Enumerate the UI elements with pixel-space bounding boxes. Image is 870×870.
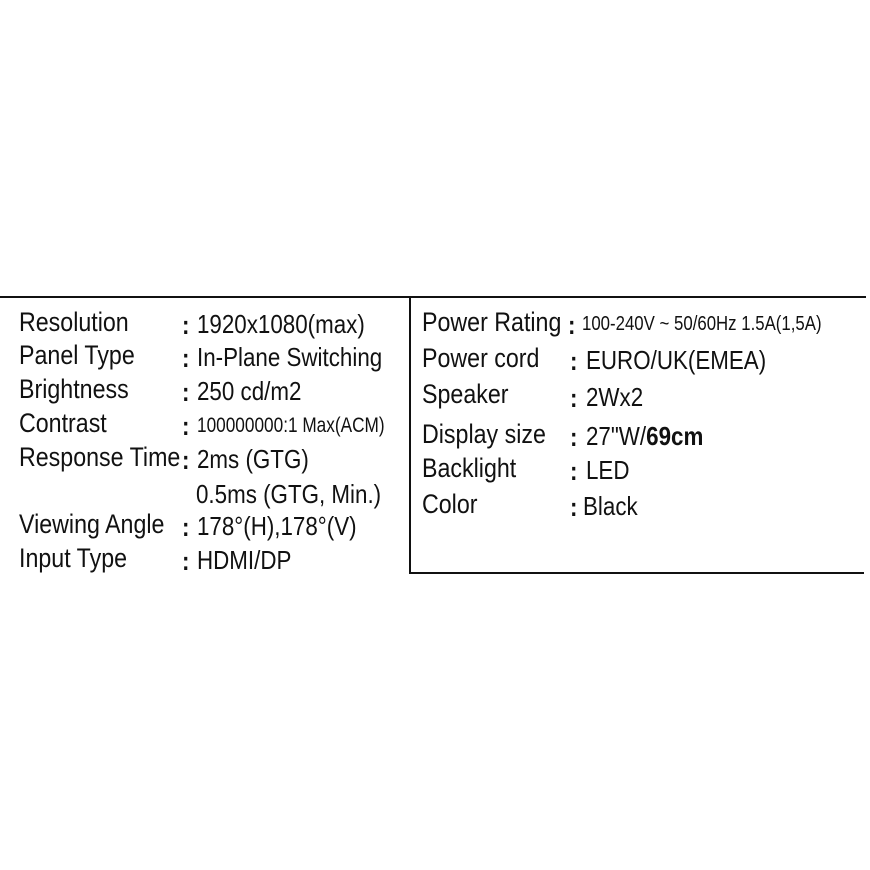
separator: :: [570, 422, 578, 452]
separator: :: [570, 346, 578, 376]
separator: :: [570, 456, 578, 486]
spec-value-backlight: LED: [586, 455, 630, 485]
spec-value-response-time: 2ms (GTG): [197, 444, 309, 474]
spec-label-backlight: Backlight: [422, 453, 517, 483]
separator: :: [182, 377, 190, 407]
spec-label-brightness: Brightness: [19, 374, 129, 404]
separator: :: [182, 445, 190, 475]
bottom-rule: [410, 572, 864, 574]
spec-value-response-time-min: 0.5ms (GTG, Min.): [196, 479, 382, 509]
spec-value-brightness: 250 cd/m2: [197, 376, 302, 406]
spec-label-color: Color: [422, 489, 478, 519]
spec-label-resolution: Resolution: [19, 307, 129, 337]
spec-value-power-cord: EURO/UK(EMEA): [586, 345, 767, 375]
spec-value-power-rating: 100-240V ~ 50/60Hz 1.5A(1,5A): [582, 313, 822, 335]
spec-value-viewing-angle: 178°(H),178°(V): [197, 511, 357, 541]
spec-value-input-type: HDMI/DP: [197, 545, 292, 575]
display-size-cm: 69cm: [646, 421, 704, 451]
separator: :: [182, 512, 190, 542]
display-size-inches: 27"W/: [586, 421, 647, 451]
separator: :: [568, 310, 576, 340]
spec-value-display-size: [586, 423, 703, 449]
spec-label-viewing-angle: Viewing Angle: [19, 509, 165, 539]
spec-value-resolution: 1920x1080(max): [197, 309, 365, 339]
separator: :: [182, 343, 190, 373]
top-rule: [0, 296, 866, 298]
spec-label-speaker: Speaker: [422, 379, 509, 409]
spec-label-display-size: Display size: [422, 419, 546, 449]
spec-value-speaker: 2Wx2: [586, 382, 644, 412]
column-divider: [409, 296, 411, 574]
spec-value-contrast: 100000000:1 Max(ACM): [197, 414, 385, 437]
separator: :: [570, 383, 578, 413]
spec-label-response-time: Response Time: [19, 442, 181, 472]
spec-value-color: Black: [583, 491, 638, 521]
spec-label-power-rating: Power Rating: [422, 307, 562, 337]
separator: :: [182, 310, 190, 340]
spec-label-panel-type: Panel Type: [19, 340, 135, 370]
spec-label-power-cord: Power cord: [422, 343, 540, 373]
separator: :: [182, 546, 190, 576]
separator: :: [570, 492, 578, 522]
spec-value-panel-type: In-Plane Switching: [197, 342, 383, 372]
spec-label-input-type: Input Type: [19, 543, 128, 573]
spec-label-contrast: Contrast: [19, 408, 107, 438]
separator: :: [182, 411, 190, 441]
